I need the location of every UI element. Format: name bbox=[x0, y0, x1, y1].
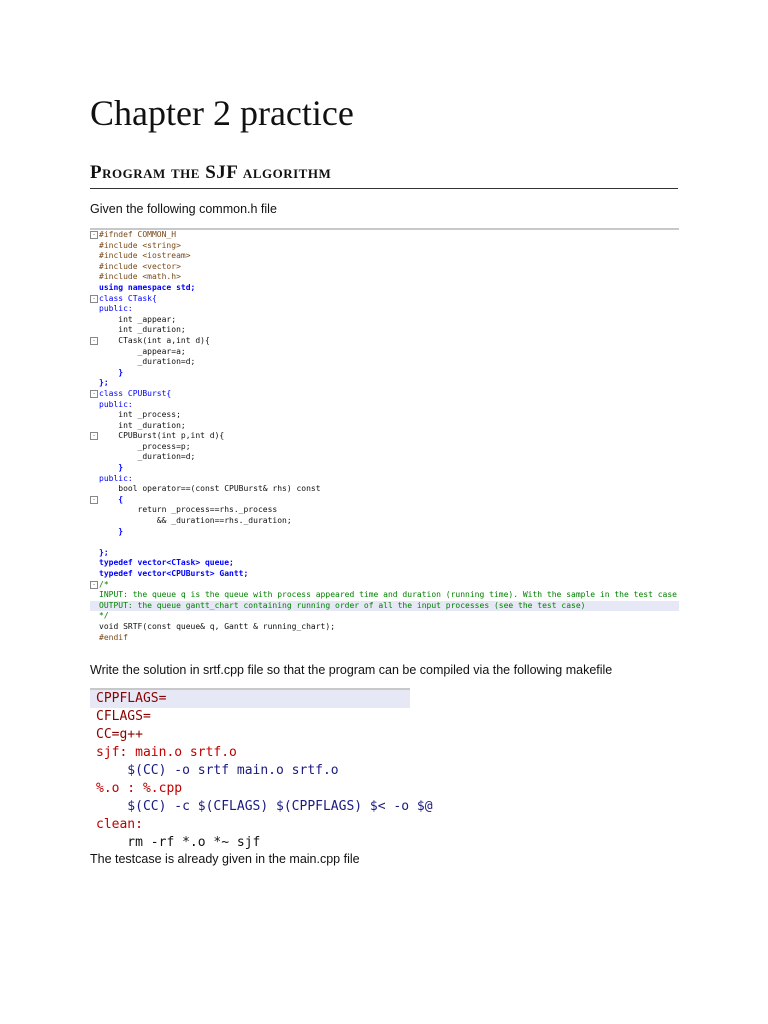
testcase-paragraph: The testcase is already given in the main.cpp file bbox=[90, 852, 360, 866]
fold-minus-icon: - bbox=[90, 390, 98, 398]
code-line: #include <math.h> bbox=[99, 272, 181, 282]
code-line: int _appear; bbox=[99, 314, 177, 324]
solution-paragraph: Write the solution in srtf.cpp file so that the program can be compiled via the following makefile bbox=[90, 663, 613, 677]
makefile-line: CC=g++ bbox=[96, 727, 143, 742]
fold-minus-icon: - bbox=[90, 337, 98, 345]
code-line: #include <string> bbox=[99, 240, 181, 250]
code-line-highlighted: OUTPUT: the queue gantt_chart containing running order of all the input processes (see the test case) bbox=[90, 601, 679, 612]
code-line: }; bbox=[99, 378, 109, 388]
fold-minus-icon: - bbox=[90, 581, 98, 589]
code-line: void SRTF(const queue& q, Gantt & running_chart); bbox=[99, 621, 336, 631]
code-line: */ bbox=[99, 611, 109, 621]
makefile-line: $(CC) -o srtf main.o srtf.o bbox=[96, 763, 339, 778]
code-line: - CPUBurst(int p,int d){ bbox=[90, 431, 679, 442]
code-line: using namespace std; bbox=[99, 282, 196, 292]
makefile-code-screenshot bbox=[90, 688, 433, 850]
code-line: && _duration==rhs._duration; bbox=[99, 516, 292, 526]
makefile-line: $(CC) -c $(CFLAGS) $(CPPFLAGS) $< -o $@ bbox=[96, 799, 433, 814]
code-line: public: bbox=[99, 473, 133, 483]
code-line: int _duration; bbox=[99, 325, 186, 335]
chapter-title: Chapter 2 practice bbox=[90, 93, 354, 133]
code-line: int _duration; bbox=[99, 420, 186, 430]
code-line: _duration=d; bbox=[99, 452, 196, 462]
code-line: _duration=d; bbox=[99, 357, 196, 367]
makefile-line: clean: bbox=[96, 817, 143, 832]
fold-minus-icon: - bbox=[90, 496, 98, 504]
code-line: - CTask(int a,int d){ bbox=[90, 336, 679, 347]
makefile-line: %.o : %.cpp bbox=[96, 781, 183, 796]
code-line: #include <iostream> bbox=[99, 251, 191, 261]
code-line: bool operator==(const CPUBurst& rhs) const bbox=[99, 484, 321, 494]
code-line: public: bbox=[99, 304, 133, 314]
section-heading: Program the SJF algorithm bbox=[90, 162, 678, 189]
code-line: } bbox=[99, 526, 124, 536]
makefile-line: sjf: main.o srtf.o bbox=[96, 745, 237, 760]
fold-minus-icon: - bbox=[90, 231, 98, 239]
code-line: } bbox=[99, 367, 124, 377]
common-h-code-screenshot bbox=[90, 228, 679, 648]
code-line: public: bbox=[99, 399, 133, 409]
code-line: return _process==rhs._process bbox=[99, 505, 278, 515]
code-line: }; bbox=[99, 547, 109, 557]
code-line: - #ifndef COMMON_H bbox=[90, 230, 679, 241]
code-line: INPUT: the queue q is the queue with process appeared time and duration (running time). With the sample in the test case bbox=[99, 590, 677, 600]
code-line: #include <vector> bbox=[99, 261, 181, 271]
code-line: typedef vector<CTask> queue; bbox=[99, 558, 234, 568]
makefile-line: CFLAGS= bbox=[96, 709, 151, 724]
code-line: _process=p; bbox=[99, 441, 191, 451]
code-line: - { bbox=[90, 495, 679, 506]
code-line: - class CTask{ bbox=[90, 294, 679, 305]
code-line: int _process; bbox=[99, 410, 181, 420]
fold-minus-icon: - bbox=[90, 432, 98, 440]
makefile-line: rm -rf *.o *~ sjf bbox=[96, 835, 261, 850]
code-line: _appear=a; bbox=[99, 346, 186, 356]
code-line: typedef vector<CPUBurst> Gantt; bbox=[99, 569, 249, 578]
code-line: } bbox=[99, 463, 124, 473]
code-line: #endif bbox=[99, 632, 128, 642]
makefile-line: CPPFLAGS= bbox=[90, 690, 410, 708]
code-line bbox=[90, 537, 679, 548]
fold-minus-icon: - bbox=[90, 295, 98, 303]
code-line: - class CPUBurst{ bbox=[90, 389, 679, 400]
code-line: - /* bbox=[90, 580, 679, 591]
intro-paragraph: Given the following common.h file bbox=[90, 202, 277, 216]
